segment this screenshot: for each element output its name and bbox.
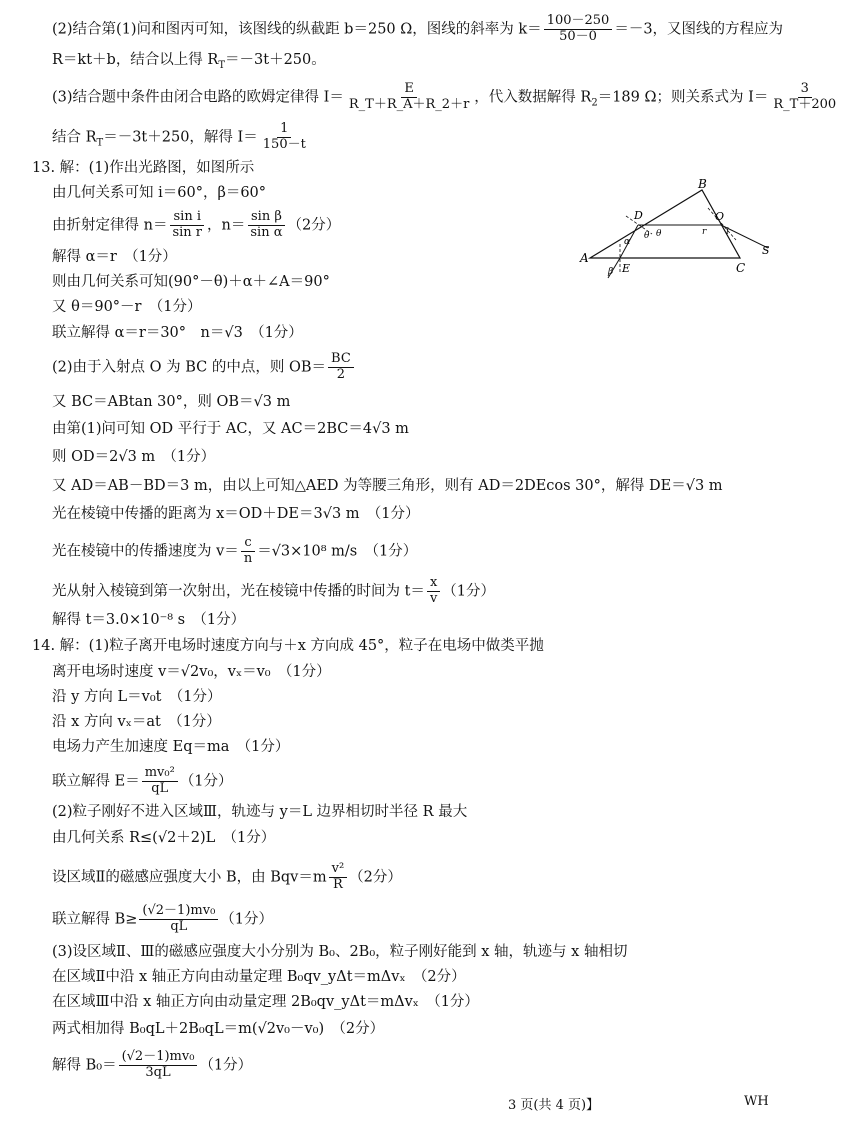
text: (2)由于入射点 O 为 BC 的中点，则 OB＝: [52, 359, 327, 376]
text: 联立解得 B≥: [52, 911, 138, 928]
answer-line: 又 θ＝90°－r （1分）: [52, 299, 202, 315]
fraction: [247, 210, 285, 241]
paper-code: WH: [744, 1094, 769, 1109]
prism-triangle: [590, 190, 740, 258]
denominator: R_T＋200: [773, 96, 837, 112]
answer-line: 电场力产生加速度 Eq＝ma （1分）: [52, 739, 290, 755]
answer-line: 由几何关系可知 i＝60°，β＝60°: [52, 185, 267, 201]
fraction: [346, 82, 472, 113]
answer-line: [52, 210, 340, 241]
denominator: 50－0: [559, 28, 597, 44]
text: （1分）: [199, 1057, 253, 1074]
numerator: mv₀²: [142, 766, 178, 782]
denominator: 2: [336, 366, 346, 382]
numerator: x: [427, 576, 440, 592]
numerator: (√2－1)mv₀: [119, 1050, 198, 1066]
numerator: c: [241, 536, 254, 552]
text: ＝√3×10⁸ m/s （1分）: [257, 543, 418, 560]
text: ＝－3，又图线的方程应为: [614, 21, 784, 38]
text: （1分）: [179, 773, 233, 790]
page-number: 3 页(共 4 页)】: [508, 1098, 600, 1113]
text: 由折射定律得 n＝: [52, 217, 168, 234]
answer-line: [52, 576, 495, 607]
fraction: [260, 122, 309, 153]
answer-line: (3)设区域Ⅱ、Ⅲ的磁感应强度大小分别为 B₀、2B₀，粒子刚好能到 x 轴，轨迹与 x 轴相切: [52, 944, 628, 960]
text: R＝kt＋b，结合以上得 R: [52, 52, 219, 68]
answer-line: 在区域Ⅲ中沿 x 轴正方向由动量定理 2B₀qv_yΔt＝mΔvₓ （1分）: [52, 994, 479, 1010]
denominator: 150－t: [262, 136, 306, 152]
answer-line: 两式相加得 B₀qL＋2B₀qL＝m(√2v₀－v₀) （2分）: [52, 1021, 385, 1037]
text: 光从射入棱镜到第一次射出，光在棱镜中传播的时间为 t＝: [52, 583, 425, 600]
fraction: [119, 1050, 198, 1081]
denominator: qL: [151, 780, 169, 796]
numerator: E: [401, 82, 417, 98]
answer-line: 由几何关系 R≤(√2＋2)L （1分）: [52, 830, 276, 846]
fig-label: θ: [656, 229, 662, 239]
numerator: 1: [277, 122, 291, 138]
text: 解得 B₀＝: [52, 1057, 117, 1074]
denominator: R: [332, 876, 343, 892]
answer-line: [52, 50, 326, 76]
fig-label: α: [624, 237, 631, 247]
answer-line: [52, 352, 356, 383]
answer-line: 沿 x 方向 vₓ＝at （1分）: [52, 714, 221, 730]
answer-line: 则 OD＝2√3 m （1分）: [52, 449, 216, 465]
text: (2)结合第(1)问和图丙可知，该图线的纵截距 b＝250 Ω，图线的斜率为: [52, 21, 514, 38]
text: ，代入数据解得 R: [474, 89, 592, 106]
prism-diagram: [578, 178, 778, 288]
fig-label: E: [622, 262, 631, 275]
text: 设区域Ⅱ的磁感应强度大小 B，由 Bqv＝m: [52, 869, 327, 886]
text: （2分）: [287, 217, 341, 234]
denominator: n: [243, 550, 253, 566]
numerator: 3: [798, 82, 812, 98]
subscript: T: [96, 137, 104, 149]
numerator: (√2－1)mv₀: [139, 904, 218, 920]
answer-line: 沿 y 方向 L＝v₀t （1分）: [52, 689, 222, 705]
denominator: qL: [170, 918, 188, 934]
text: ＝－3t＋250。: [225, 52, 326, 68]
answer-line: 离开电场时速度 v＝√2v₀，vₓ＝v₀ （1分）: [52, 664, 331, 680]
numerator: 100－250: [544, 14, 613, 30]
answer-line: [52, 862, 402, 893]
text: ，n＝: [207, 217, 246, 234]
answer-line: [52, 14, 783, 45]
answer-line: [52, 766, 233, 797]
fraction: [241, 536, 255, 567]
answer-line: 解得 α＝r （1分）: [52, 249, 177, 265]
answer-line: 则由几何关系可知(90°－θ)＋α＋∠A＝90°: [52, 274, 330, 290]
answer-line: [52, 904, 273, 935]
fig-label: O: [715, 210, 725, 223]
text: （2分）: [349, 869, 402, 886]
fig-label: A: [580, 251, 589, 265]
fig-label: i: [726, 227, 729, 237]
denominator: sin α: [250, 224, 283, 240]
text: k＝: [518, 21, 542, 38]
numerator: sin β: [248, 210, 285, 226]
fig-label: θ: [644, 231, 650, 241]
fig-label: D: [634, 209, 643, 222]
fig-label: C: [736, 261, 746, 275]
text: 光在棱镜中的传播速度为 v＝: [52, 543, 239, 560]
answer-line: (2)粒子刚好不进入区域Ⅲ，轨迹与 y＝L 边界相切时半径 R 最大: [52, 804, 468, 820]
answer-line: 又 AD＝AB－BD＝3 m，由以上可知△AED 为等腰三角形，则有 AD＝2DEcos 30°，解得 DE＝√3 m: [52, 478, 723, 494]
fraction: [328, 352, 354, 383]
fraction: [427, 576, 440, 607]
text: ＝189 Ω；则关系式为 I＝: [597, 89, 769, 106]
fig-label: B: [698, 177, 707, 191]
text: 结合 R: [52, 129, 97, 146]
question-14-heading: 14. 解：(1)粒子离开电场时速度方向与＋x 方向成 45°，粒子在电场中做类平抛: [32, 638, 544, 654]
numerator: sin i: [170, 210, 204, 226]
denominator: v: [429, 590, 438, 606]
answer-line: 联立解得 α＝r＝30° n＝√3 （1分）: [52, 325, 303, 341]
answer-line: 在区域Ⅱ中沿 x 轴正方向由动量定理 B₀qv_yΔt＝mΔvₓ （2分）: [52, 969, 466, 985]
text: 联立解得 E＝: [52, 773, 140, 790]
question-13-heading: 13. 解：(1)作出光路图，如图所示: [32, 160, 255, 176]
denominator: 3qL: [145, 1064, 171, 1080]
numerator: v²: [329, 862, 348, 878]
fraction: [169, 210, 205, 241]
fraction: [142, 766, 178, 797]
fraction: [544, 14, 613, 45]
answer-line: 解得 t＝3.0×10⁻⁸ s （1分）: [52, 612, 246, 628]
answer-line: 又 BC＝ABtan 30°，则 OB＝√3 m: [52, 394, 291, 410]
fig-label: S: [762, 244, 770, 257]
text: （1分）: [220, 911, 274, 928]
answer-line: [52, 122, 311, 153]
answer-line: 由第(1)问可知 OD 平行于 AC，又 AC＝2BC＝4√3 m: [52, 421, 409, 437]
text: ＝－3t＋250，解得 I＝: [103, 129, 258, 146]
answer-line: [52, 82, 841, 113]
fraction: [139, 904, 218, 935]
subscript: 2: [591, 97, 598, 109]
fig-label: r: [702, 227, 707, 237]
numerator: BC: [328, 352, 354, 368]
denominator: sin r: [172, 224, 203, 240]
answer-line: [52, 536, 417, 567]
fraction: [770, 82, 839, 113]
denominator: R_T＋R_A＋R_2＋r: [348, 96, 470, 112]
subscript: T: [218, 59, 226, 71]
text: （1分）: [442, 583, 496, 600]
fig-label: β: [608, 267, 614, 277]
fraction: [329, 862, 348, 893]
answer-line: 光在棱镜中传播的距离为 x＝OD＋DE＝3√3 m （1分）: [52, 506, 420, 522]
text: (3)结合题中条件由闭合电路的欧姆定律得 I＝: [52, 89, 344, 106]
answer-line: [52, 1050, 252, 1081]
